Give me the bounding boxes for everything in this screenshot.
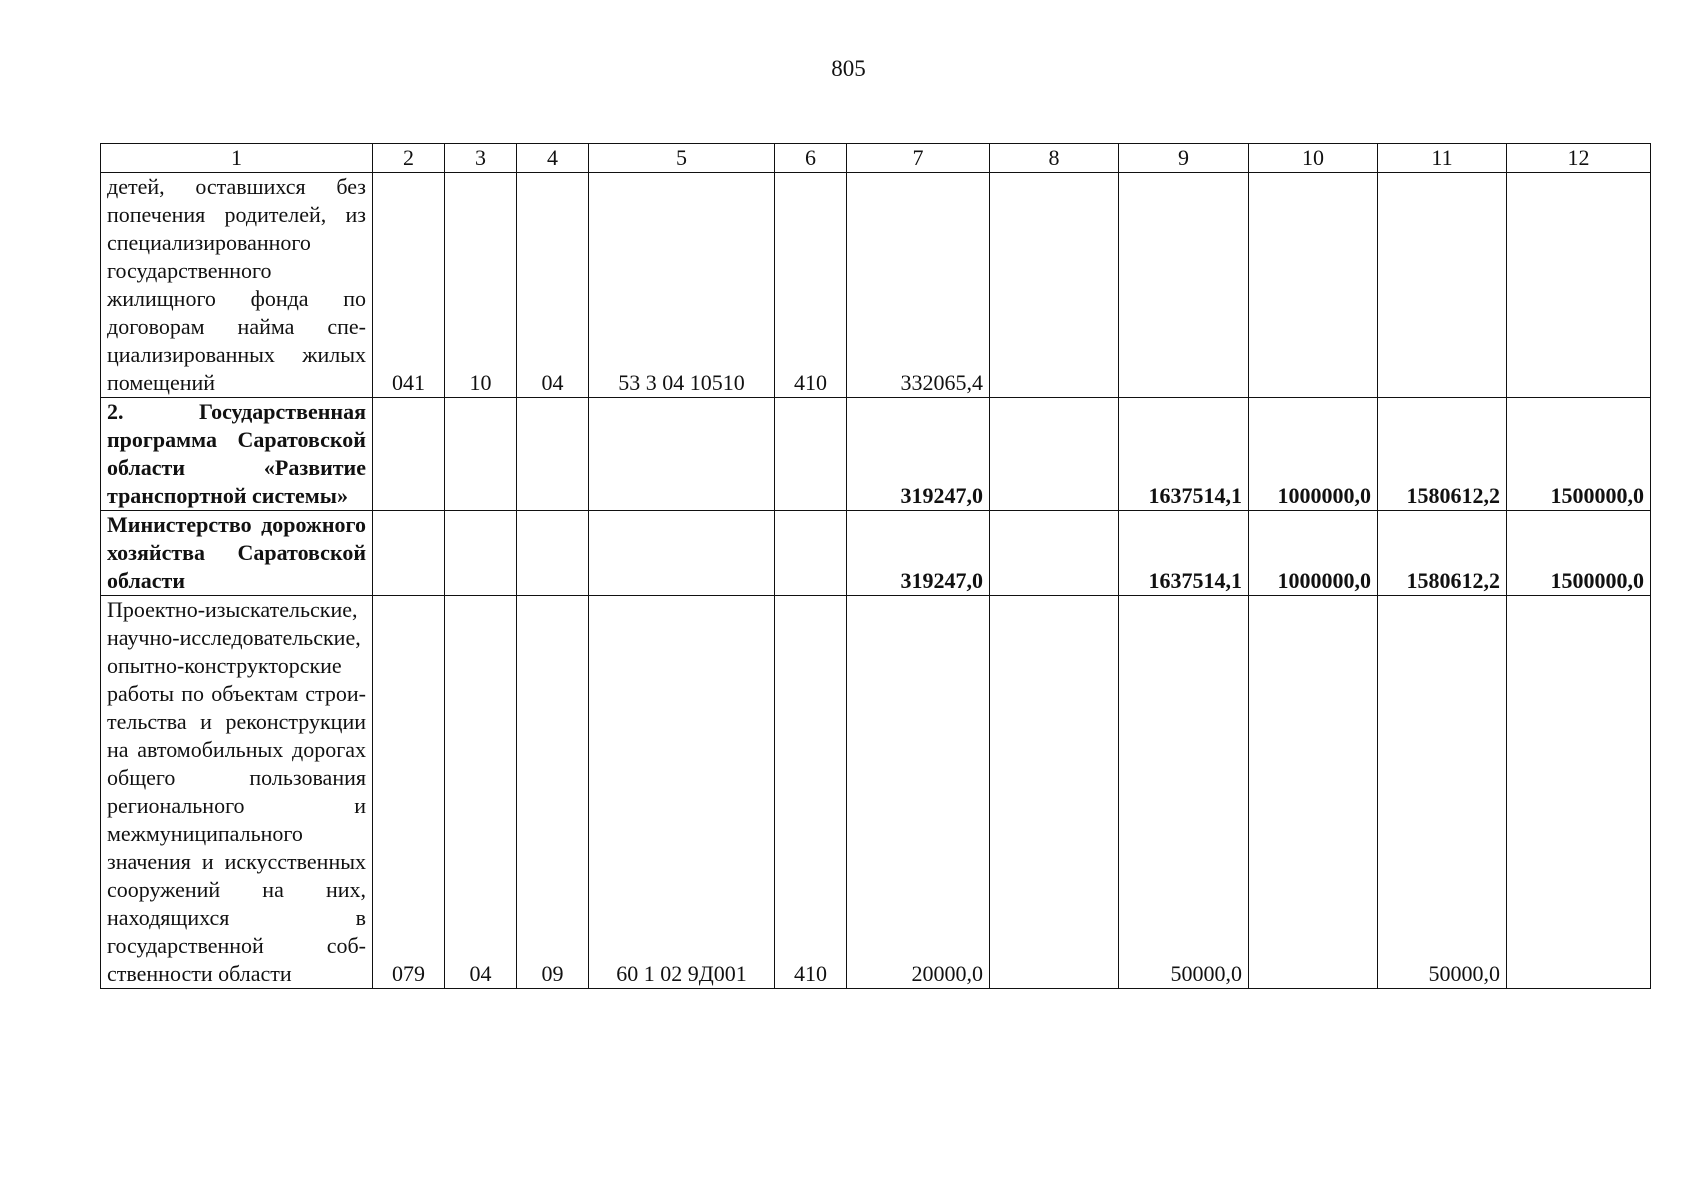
ministry-code-cell: 041 [373,173,445,398]
column-header: 7 [847,144,990,173]
row-name-cell: 2. Государственная программа Саратовской области «Развитие транспортной системы» [101,398,373,511]
ministry-code-cell: 079 [373,596,445,989]
value-cell: 1580612,2 [1378,511,1507,596]
ministry-code-cell [373,511,445,596]
value-cell [1249,596,1378,989]
row-name-cell: детей, оставшихся без попечения родителей, из специализированного государственного жилищного фонда по договорам найма специализированных жилых помещений [101,173,373,398]
target-article-cell: 53 3 04 10510 [589,173,775,398]
table-row-program [101,398,1651,511]
expense-type-cell [775,398,847,511]
section-code-cell: 10 [445,173,517,398]
subsection-code-cell [517,511,589,596]
value-cell: 1580612,2 [1378,398,1507,511]
value-cell: 1637514,1 [1119,511,1249,596]
value-cell [1119,173,1249,398]
column-header: 12 [1507,144,1651,173]
value-cell [1507,173,1651,398]
value-cell [1378,173,1507,398]
value-cell: 319247,0 [847,398,990,511]
section-code-cell: 04 [445,596,517,989]
value-cell: 1637514,1 [1119,398,1249,511]
column-header: 1 [101,144,373,173]
value-cell [990,596,1119,989]
column-header: 6 [775,144,847,173]
value-cell: 1000000,0 [1249,398,1378,511]
value-cell: 332065,4 [847,173,990,398]
value-cell [990,398,1119,511]
value-cell: 319247,0 [847,511,990,596]
column-header: 5 [589,144,775,173]
page-number: 805 [831,56,866,81]
value-cell: 20000,0 [847,596,990,989]
subsection-code-cell: 09 [517,596,589,989]
ministry-code-cell [373,398,445,511]
section-code-cell [445,511,517,596]
column-header: 3 [445,144,517,173]
row-name-cell: Министерство дорожного хозяйства Саратовской области [101,511,373,596]
value-cell: 1500000,0 [1507,511,1651,596]
table-row [101,596,1651,989]
expense-type-cell [775,511,847,596]
value-cell [990,173,1119,398]
value-cell: 50000,0 [1378,596,1507,989]
value-cell [990,511,1119,596]
table-row [101,173,1651,398]
column-header: 10 [1249,144,1378,173]
value-cell: 1000000,0 [1249,511,1378,596]
row-name-cell: Проектно-изыскательские, научно-исследовательские, опытно-конструкторские работы по объектам строительства и реконструкции на автомобильных дорогах общего пользования регионального и межмуниципального значения и искусственных сооружений на них, находящихся в государственной собственности области [101,596,373,989]
target-article-cell [589,511,775,596]
column-header: 2 [373,144,445,173]
value-cell: 50000,0 [1119,596,1249,989]
target-article-cell: 60 1 02 9Д001 [589,596,775,989]
value-cell [1507,596,1651,989]
column-header: 4 [517,144,589,173]
column-header: 11 [1378,144,1507,173]
value-cell: 1500000,0 [1507,398,1651,511]
column-header: 8 [990,144,1119,173]
target-article-cell [589,398,775,511]
subsection-code-cell: 04 [517,173,589,398]
expense-type-cell: 410 [775,596,847,989]
expense-type-cell: 410 [775,173,847,398]
header-row [101,144,1651,173]
section-code-cell [445,398,517,511]
subsection-code-cell [517,398,589,511]
table-row-ministry [101,511,1651,596]
value-cell [1249,173,1378,398]
column-header: 9 [1119,144,1249,173]
budget-table [100,143,1651,989]
